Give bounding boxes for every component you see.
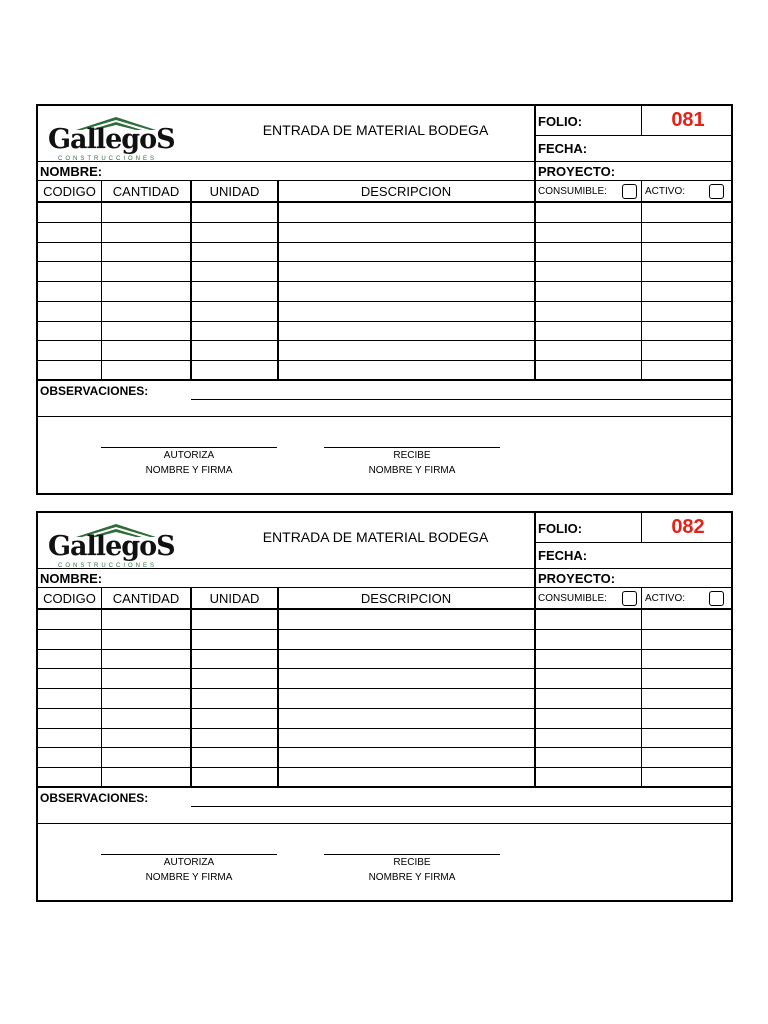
consumible-label: CONSUMIBLE: — [538, 186, 607, 197]
logo-wordmark: GallegoS — [48, 531, 175, 562]
folio-number: 082 — [671, 516, 705, 538]
observaciones-line-2[interactable] — [38, 823, 733, 824]
folio-number: 081 — [671, 109, 705, 131]
consumible-checkbox[interactable] — [622, 591, 637, 606]
column-header-cantidad: CANTIDAD — [112, 591, 180, 606]
fecha-label: FECHA: — [538, 548, 588, 563]
table-row[interactable] — [38, 629, 733, 649]
table-row[interactable] — [38, 222, 733, 242]
logo-subtitle: CONSTRUCCIONES — [58, 563, 158, 569]
table-row[interactable] — [38, 340, 733, 360]
form-title: ENTRADA DE MATERIAL BODEGA — [262, 529, 489, 545]
column-header-unidad: UNIDAD — [209, 591, 260, 606]
autoriza-label: AUTORIZA NOMBRE Y FIRMA — [145, 450, 233, 476]
logo-subtitle: CONSTRUCCIONES — [58, 156, 158, 162]
table-row[interactable] — [38, 360, 733, 380]
table-row[interactable] — [38, 728, 733, 748]
proyecto-label: PROYECTO: — [538, 571, 616, 586]
activo-checkbox[interactable] — [709, 591, 724, 606]
folio-label: FOLIO: — [538, 521, 583, 536]
table-row[interactable] — [38, 747, 733, 767]
nombre-label: NOMBRE: — [40, 571, 103, 586]
material-entry-form — [36, 511, 733, 902]
table-row[interactable] — [38, 708, 733, 728]
column-header-codigo: CODIGO — [43, 184, 96, 199]
form-title: ENTRADA DE MATERIAL BODEGA — [262, 122, 489, 138]
table-row[interactable] — [38, 767, 733, 787]
recibe-label: RECIBE NOMBRE Y FIRMA — [368, 857, 456, 883]
company-logo — [48, 116, 175, 164]
consumible-label: CONSUMIBLE: — [538, 593, 607, 604]
folio-label: FOLIO: — [538, 114, 583, 129]
table-row[interactable] — [38, 668, 733, 688]
activo-label: ACTIVO: — [645, 593, 686, 604]
column-header-descripcion: DESCRIPCION — [360, 591, 452, 606]
table-row[interactable] — [38, 688, 733, 708]
recibe-label: RECIBE NOMBRE Y FIRMA — [368, 450, 456, 476]
fecha-label: FECHA: — [538, 141, 588, 156]
activo-checkbox[interactable] — [709, 184, 724, 199]
company-logo — [48, 523, 175, 571]
table-row[interactable] — [38, 281, 733, 301]
table-row[interactable] — [38, 321, 733, 341]
material-entry-form — [36, 104, 733, 495]
observaciones-line-2[interactable] — [38, 416, 733, 417]
observaciones-line-1[interactable] — [191, 399, 733, 400]
autoriza-label: AUTORIZA NOMBRE Y FIRMA — [145, 857, 233, 883]
observaciones-label: OBSERVACIONES: — [40, 791, 149, 805]
table-row[interactable] — [38, 609, 733, 629]
table-row[interactable] — [38, 202, 733, 222]
table-row[interactable] — [38, 242, 733, 262]
observaciones-line-1[interactable] — [191, 806, 733, 807]
consumible-checkbox[interactable] — [622, 184, 637, 199]
column-header-unidad: UNIDAD — [209, 184, 260, 199]
logo-wordmark: GallegoS — [48, 124, 175, 155]
proyecto-label: PROYECTO: — [538, 164, 616, 179]
table-row[interactable] — [38, 261, 733, 281]
table-row[interactable] — [38, 649, 733, 669]
table-row[interactable] — [38, 301, 733, 321]
activo-label: ACTIVO: — [645, 186, 686, 197]
nombre-label: NOMBRE: — [40, 164, 103, 179]
column-header-codigo: CODIGO — [43, 591, 96, 606]
column-header-descripcion: DESCRIPCION — [360, 184, 452, 199]
observaciones-label: OBSERVACIONES: — [40, 384, 149, 398]
column-header-cantidad: CANTIDAD — [112, 184, 180, 199]
